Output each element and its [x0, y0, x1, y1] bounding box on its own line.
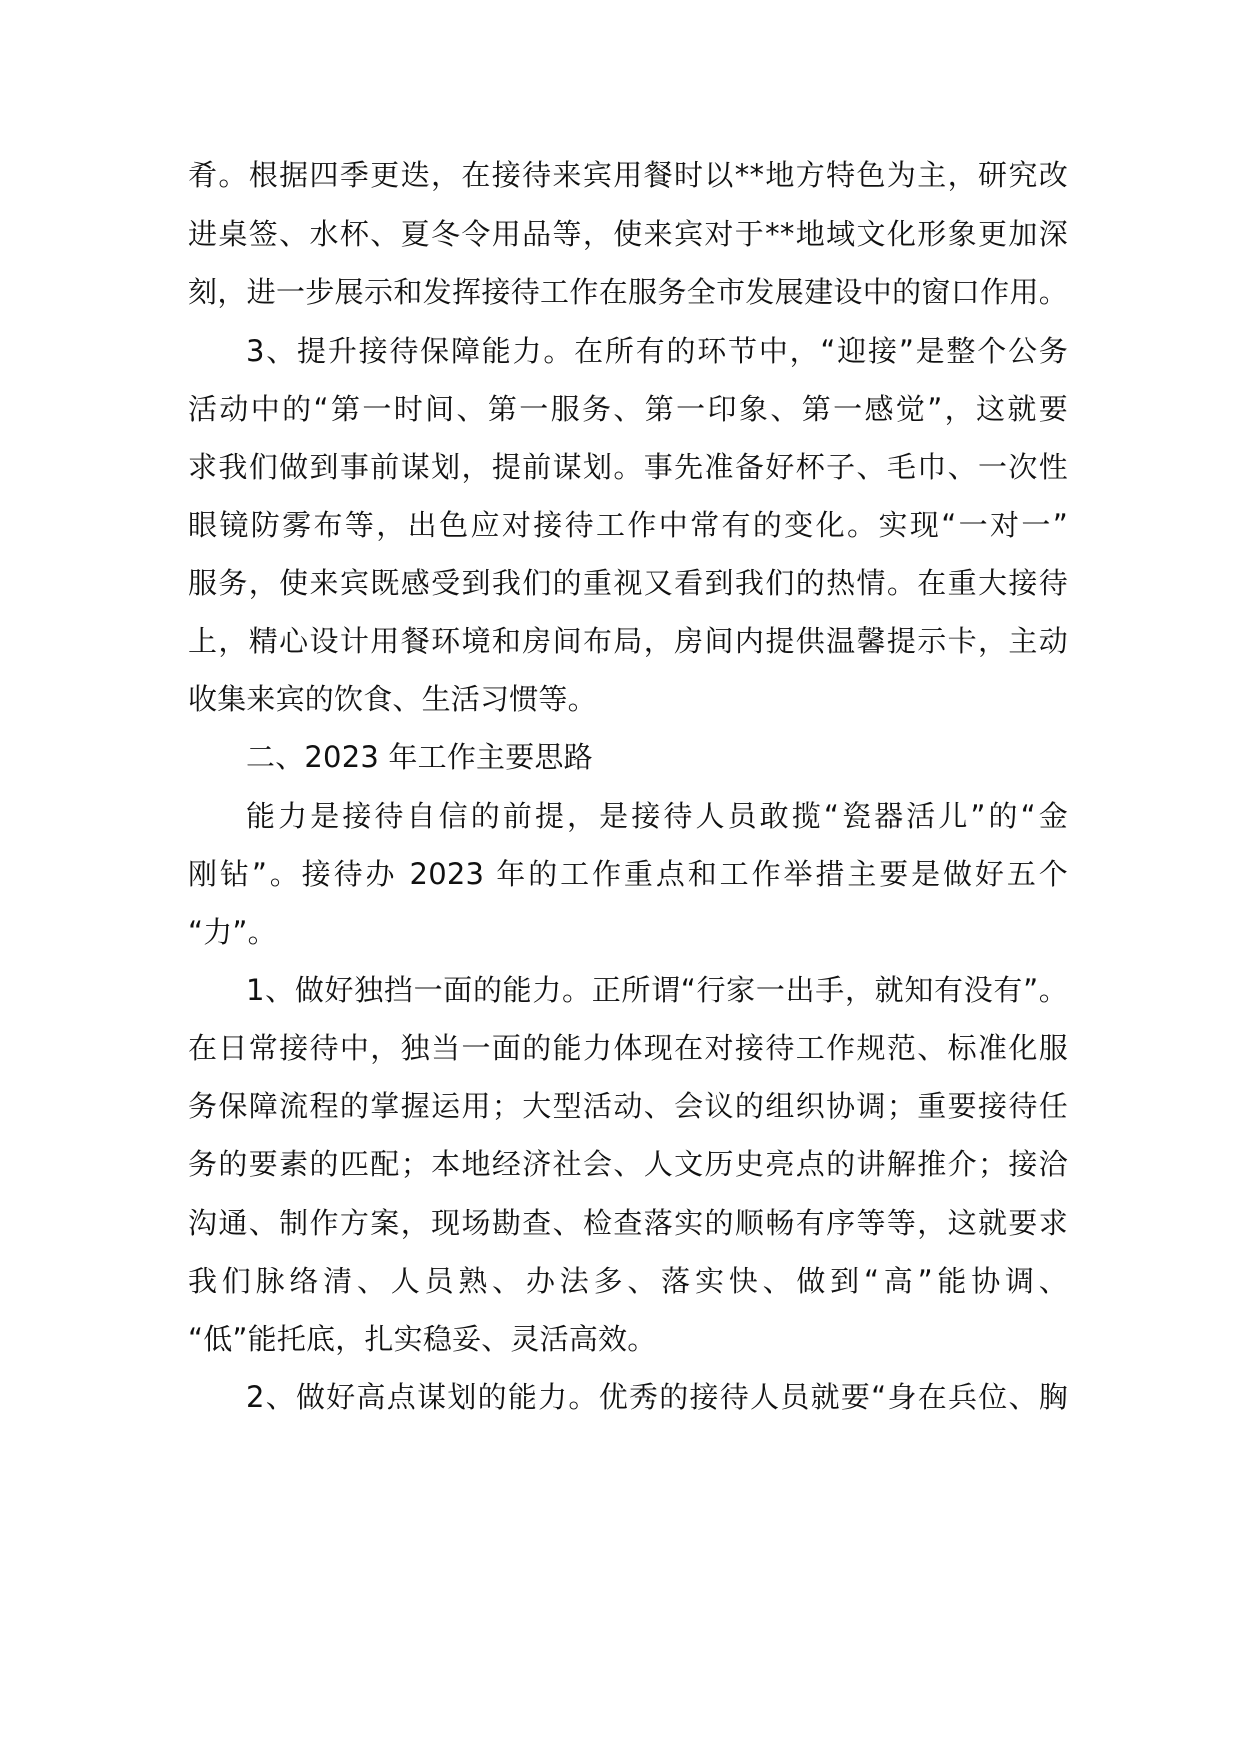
text-line: 在日常接待中，独当一面的能力体现在对接待工作规范、标准化服	[188, 1031, 1068, 1065]
text-line: 上，精心设计用餐环境和房间布局，房间内提供温馨提示卡，主动	[188, 624, 1068, 658]
text-line: 务的要素的匹配；本地经济社会、人文历史亮点的讲解推介；接洽	[188, 1147, 1068, 1181]
text-line: 活动中的“第一时间、第一服务、第一印象、第一感觉”，这就要	[188, 392, 1068, 426]
text-line: 进桌签、水杯、夏冬令用品等，使来宾对于**地域文化形象更加深	[188, 217, 1068, 251]
text-line: “低”能托底，扎实稳妥、灵活高效。	[188, 1322, 657, 1356]
text-line: 能力是接待自信的前提，是接待人员敢揽“瓷器活儿”的“金	[246, 799, 1068, 833]
text-line: 收集来宾的饮食、生活习惯等。	[188, 682, 597, 716]
text-line: 沟通、制作方案，现场勘查、检查落实的顺畅有序等等，这就要求	[188, 1206, 1068, 1240]
text-line: 眼镜防雾布等，出色应对接待工作中常有的变化。实现“一对一”	[188, 508, 1068, 542]
text-line: 3、提升接待保障能力。在所有的环节中，“迎接”是整个公务	[246, 334, 1068, 368]
text-line: 刻，进一步展示和发挥接待工作在服务全市发展建设中的窗口作用。	[188, 275, 1068, 309]
text-line: 务保障流程的掌握运用；大型活动、会议的组织协调；重要接待任	[188, 1089, 1068, 1123]
text-line: 肴。根据四季更迭，在接待来宾用餐时以**地方特色为主，研究改	[188, 158, 1068, 192]
section-heading: 二、2023 年工作主要思路	[246, 740, 593, 774]
text-line: 1、做好独挡一面的能力。正所谓“行家一出手，就知有没有”。	[246, 973, 1068, 1007]
text-line: 2、做好高点谋划的能力。优秀的接待人员就要“身在兵位、胸	[246, 1380, 1068, 1414]
text-line: 服务，使来宾既感受到我们的重视又看到我们的热情。在重大接待	[188, 566, 1068, 600]
text-line: “力”。	[188, 915, 277, 949]
text-line: 我们脉络清、人员熟、办法多、落实快、做到“高”能协调、	[188, 1264, 1068, 1298]
text-line: 求我们做到事前谋划，提前谋划。事先准备好杯子、毛巾、一次性	[188, 450, 1068, 484]
text-line: 刚钻”。接待办 2023 年的工作重点和工作举措主要是做好五个	[188, 857, 1068, 891]
